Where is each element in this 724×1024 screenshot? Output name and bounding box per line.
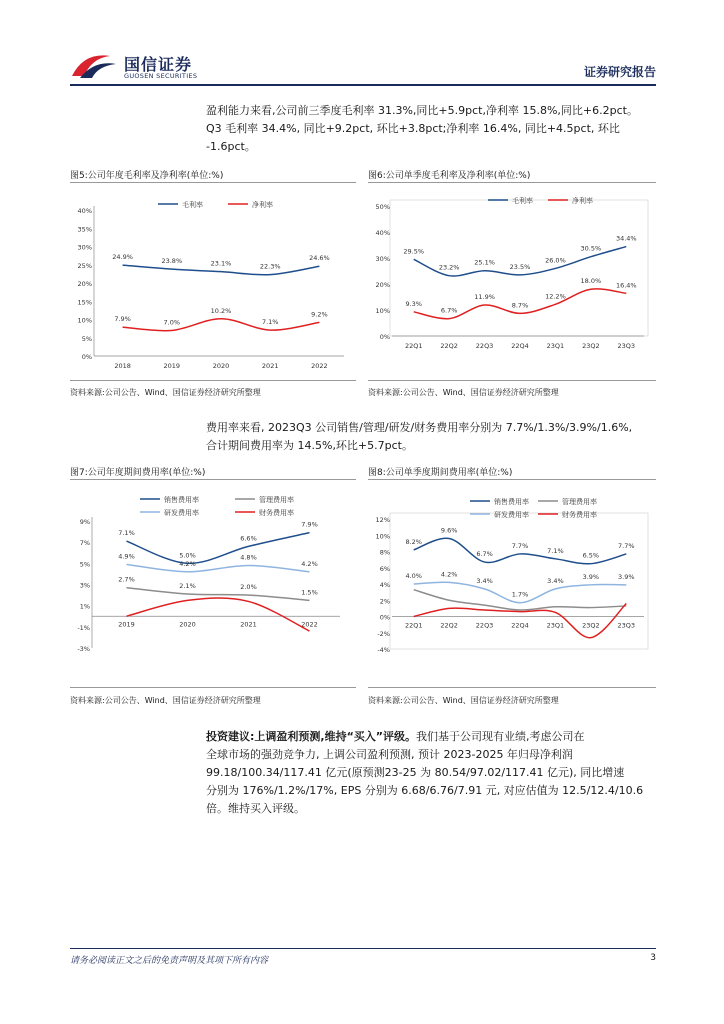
fig6-legend-label: 毛利率 xyxy=(512,197,533,205)
fig7-chart xyxy=(70,483,356,683)
fig7-data-label: 4.2% xyxy=(179,559,196,568)
fig5-bottom-rule xyxy=(70,380,356,381)
fig8-title: 图8:公司单季度期间费用率(单位:%) xyxy=(368,468,513,478)
para1-line: Q3 毛利率 34.4%, 同比+9.2pct, 环比+3.8pct;净利率 16.4%, 同比+4.5pct, 环比 xyxy=(206,122,620,135)
fig6-legend-label: 净利率 xyxy=(572,197,593,205)
fig5-ytick-label: 10% xyxy=(77,316,92,325)
fig8-data-label: 3.4% xyxy=(476,576,493,585)
fig8-xtick-label: 23Q2 xyxy=(582,621,600,630)
fig6-data-label: 16.4% xyxy=(615,281,637,290)
fig7-data-label: 2.7% xyxy=(118,575,135,584)
fig6-ytick-label: 40% xyxy=(375,229,390,237)
fig7-series-line xyxy=(127,598,310,631)
fig7-xtick-label: 2021 xyxy=(240,620,257,629)
fig8-ytick-label: 8% xyxy=(379,548,390,557)
fig6-xtick-label: 22Q2 xyxy=(440,342,458,350)
fig5-xtick-label: 2020 xyxy=(212,362,230,370)
fig8-ytick-label: 10% xyxy=(375,532,390,541)
fig8-ytick-label: 4% xyxy=(379,581,390,589)
fig5-ytick-label: 15% xyxy=(77,298,92,307)
fig5-data-label: 9.2% xyxy=(311,310,328,319)
fig5-ytick-label: 5% xyxy=(81,334,92,343)
para3-line: 倍。维持买入评级。 xyxy=(206,802,305,815)
fig8-ytick-label: 12% xyxy=(375,516,390,524)
fig5-legend-label: 毛利率 xyxy=(182,201,203,209)
para1-line: -1.6pct。 xyxy=(206,140,256,153)
fig7-ytick-label: 3% xyxy=(79,581,90,590)
fig8-data-label: 9.6% xyxy=(440,526,458,535)
fig6-xtick-label: 22Q1 xyxy=(404,342,423,350)
fig5-xtick-label: 2021 xyxy=(261,362,279,370)
fig7-legend-label: 销售费用率 xyxy=(164,496,199,504)
fig5-ytick-label: 25% xyxy=(77,261,92,270)
header-rule xyxy=(70,84,656,86)
footer-disclaimer: 请务必阅读正文之后的免责声明及其项下所有内容 xyxy=(70,956,269,966)
fig5-legend-label: 净利率 xyxy=(252,201,273,209)
para3-line: 全球市场的强劲竞争力, 上调公司盈利预测, 预计 2023-2025 年归母净利润 xyxy=(206,748,573,761)
fig5-ytick-label: 35% xyxy=(77,225,92,234)
fig7-ytick-label: 7% xyxy=(79,539,90,548)
page-number: 3 xyxy=(650,953,656,963)
fig5-top-rule xyxy=(70,182,356,183)
fig7-ytick-label: -3% xyxy=(77,645,90,653)
fig5-ytick-label: 0% xyxy=(81,353,92,361)
investment-paragraph xyxy=(206,728,658,818)
fig8-xtick-label: 22Q4 xyxy=(511,621,529,630)
fig8-data-label: 4.0% xyxy=(405,572,422,580)
fig8-data-label: 4.2% xyxy=(440,570,458,579)
fig8-data-label: 6.5% xyxy=(582,551,600,560)
para2-line: 合计期间费用率为 14.5%,环比+5.7pct。 xyxy=(206,439,413,452)
fig6-xtick-label: 23Q2 xyxy=(582,342,600,350)
fig6-data-label: 12.2% xyxy=(545,292,566,301)
fig6-data-label: 26.0% xyxy=(545,256,566,265)
fig7-data-label: 4.8% xyxy=(240,553,257,562)
fig6-xtick-label: 23Q1 xyxy=(546,342,565,350)
fig7-data-label: 7.1% xyxy=(118,529,135,538)
fig5-xtick-label: 2018 xyxy=(114,362,131,370)
fig5-title: 图5:公司年度毛利率及净利率(单位:%) xyxy=(70,171,224,181)
fig8-top-rule xyxy=(368,479,656,480)
fig6-data-label: 23.5% xyxy=(509,262,531,271)
fig7-xtick-label: 2019 xyxy=(118,620,135,629)
fig8-bottom-rule xyxy=(368,687,656,688)
logo-text-en: GUOSEN SECURITIES xyxy=(124,72,198,80)
fig8-ytick-label: 6% xyxy=(379,564,390,573)
fig8-data-label: 6.7% xyxy=(476,550,493,559)
fig8-data-label: 7.1% xyxy=(547,546,564,555)
fig5-ytick-label: 20% xyxy=(77,280,92,288)
fig7-ytick-label: 5% xyxy=(79,560,90,569)
fig7-series-line xyxy=(127,564,310,571)
fig5-data-label: 10.2% xyxy=(210,306,232,315)
fig6-data-label: 23.2% xyxy=(438,263,460,272)
fig7-legend-label: 管理费用率 xyxy=(259,496,294,504)
fig5-data-label: 24.6% xyxy=(309,254,330,263)
fig8-data-label: 7.7% xyxy=(511,541,529,550)
fig5-data-label: 24.9% xyxy=(112,253,133,262)
fig8-legend-label: 研发费用率 xyxy=(494,511,529,519)
fig6-data-label: 9.3% xyxy=(405,299,422,308)
fig6-data-label: 18.0% xyxy=(580,277,602,286)
fig8-legend-label: 管理费用率 xyxy=(562,498,597,506)
fig5-xtick-label: 2022 xyxy=(311,362,328,370)
fig8-xtick-label: 22Q1 xyxy=(404,621,423,630)
fig6-top-rule xyxy=(368,182,656,183)
fig6-ytick-label: 0% xyxy=(379,333,390,341)
fig6-ytick-label: 10% xyxy=(375,307,390,315)
fig5-data-label: 7.0% xyxy=(163,318,181,327)
fig6-data-label: 29.5% xyxy=(403,247,425,256)
fig5-series-line xyxy=(123,319,320,331)
fig5-data-label: 23.1% xyxy=(210,259,232,268)
fig8-data-label: 1.7% xyxy=(511,590,529,599)
fig5-data-label: 7.1% xyxy=(261,318,279,327)
fig8-data-label: 7.7% xyxy=(618,541,635,550)
logo-mark xyxy=(70,50,118,82)
fig8-data-label: 3.9% xyxy=(618,572,635,581)
profitability-paragraph xyxy=(206,102,656,156)
fig5-source: 资料来源:公司公告、Wind、国信证券经济研究所整理 xyxy=(70,388,261,397)
fig7-data-label: 4.2% xyxy=(301,559,318,568)
fig6-data-label: 30.5% xyxy=(580,244,602,253)
fig8-data-label: 3.4% xyxy=(547,576,564,585)
fig8-xtick-label: 22Q2 xyxy=(440,621,458,630)
fig7-data-label: 4.9% xyxy=(118,552,135,561)
fig6-bottom-rule xyxy=(368,380,656,381)
para2-line: 费用率来看, 2023Q3 公司销售/管理/研发/财务费用率分别为 7.7%/1.3%/3.9%/1.6%, xyxy=(206,421,633,434)
fig8-ytick-label: 0% xyxy=(379,613,390,622)
fig7-data-label: 2.1% xyxy=(179,582,196,591)
logo-text-cn: 国信证券 xyxy=(124,55,193,74)
fig6-data-label: 11.9% xyxy=(474,293,495,302)
para3-line: 分别为 176%/1.2%/17%, EPS 分别为 6.68/6.76/7.91 元, 对应估值为 12.5/12.4/10.6 xyxy=(206,784,644,797)
fig8-xtick-label: 22Q3 xyxy=(475,621,494,630)
fig7-xtick-label: 2022 xyxy=(301,620,318,629)
fig5-data-label: 7.9% xyxy=(114,315,131,324)
fig6-data-label: 25.1% xyxy=(474,258,495,267)
fig5-xtick-label: 2019 xyxy=(163,362,181,370)
fig7-ytick-label: 1% xyxy=(79,602,90,611)
fig7-ytick-label: -1% xyxy=(77,623,90,632)
fig7-top-rule xyxy=(70,479,356,480)
para3-line: 99.18/100.34/117.41 亿元(原预测23-25 为 80.54/97.02/117.41 亿元), 同比增速 xyxy=(206,766,625,779)
fig6-chart xyxy=(368,186,656,378)
fig8-xtick-label: 23Q1 xyxy=(546,621,565,630)
fig6-ytick-label: 30% xyxy=(375,255,390,263)
investment-lead: 投资建议:上调盈利预测,维持“买入”评级。 xyxy=(206,730,417,743)
fig6-ytick-label: 50% xyxy=(375,203,390,211)
report-type: 证券研究报告 xyxy=(583,65,656,79)
fig8-chart xyxy=(368,483,656,683)
fig5-ytick-label: 40% xyxy=(77,207,92,215)
fig7-source: 资料来源:公司公告、Wind、国信证券经济研究所整理 xyxy=(70,696,261,705)
fig7-data-label: 1.5% xyxy=(301,588,318,597)
fig8-legend-label: 财务费用率 xyxy=(562,511,597,519)
fig7-xtick-label: 2020 xyxy=(179,620,196,629)
fig6-xtick-label: 23Q3 xyxy=(617,342,636,350)
fig8-data-label: 8.2% xyxy=(405,537,422,546)
fig7-legend-label: 财务费用率 xyxy=(259,509,294,517)
fig8-ytick-label: -4% xyxy=(377,646,390,654)
fig5-data-label: 23.8% xyxy=(161,257,183,266)
fig7-data-label: 2.0% xyxy=(240,583,257,592)
fig7-title: 图7:公司年度期间费用率(单位:%) xyxy=(70,468,206,478)
fig5-ytick-label: 30% xyxy=(77,243,92,252)
fig6-data-label: 8.7% xyxy=(511,301,529,310)
fig8-source: 资料来源:公司公告、Wind、国信证券经济研究所整理 xyxy=(368,696,559,705)
fig6-data-label: 34.4% xyxy=(615,234,637,243)
fig8-data-label: 3.9% xyxy=(582,572,600,581)
para3-line xyxy=(206,728,658,746)
fig7-data-label: 5.0% xyxy=(179,551,196,560)
fig6-source: 资料来源:公司公告、Wind、国信证券经济研究所整理 xyxy=(368,388,559,397)
fig6-data-label: 6.7% xyxy=(440,306,458,315)
expense-paragraph xyxy=(206,419,656,455)
fig6-title: 图6:公司单季度毛利率及净利率(单位:%) xyxy=(368,171,531,181)
fig8-xtick-label: 23Q3 xyxy=(617,621,636,630)
para1-line: 盈利能力来看,公司前三季度毛利率 31.3%,同比+5.9pct,净利率 15.8%,同比+6.2pct。 xyxy=(206,104,638,117)
fig8-ytick-label: 2% xyxy=(379,597,390,606)
fig5-data-label: 22.3% xyxy=(259,262,281,271)
fig7-bottom-rule xyxy=(70,687,356,688)
fig6-ytick-label: 20% xyxy=(375,281,390,289)
footer-rule xyxy=(70,948,656,949)
fig7-series-line xyxy=(127,533,310,564)
para3-line1-rest: 我们基于公司现有业绩,考虑公司在 xyxy=(416,730,585,743)
fig6-xtick-label: 22Q3 xyxy=(475,342,494,350)
fig8-ytick-label: -2% xyxy=(377,629,390,638)
fig7-legend-label: 研发费用率 xyxy=(164,509,199,517)
fig7-data-label: 6.6% xyxy=(240,534,257,543)
fig6-xtick-label: 22Q4 xyxy=(511,342,529,350)
fig7-ytick-label: 9% xyxy=(79,518,90,526)
fig7-data-label: 7.9% xyxy=(301,520,318,529)
fig8-legend-label: 销售费用率 xyxy=(494,498,529,506)
fig5-chart xyxy=(70,186,356,378)
